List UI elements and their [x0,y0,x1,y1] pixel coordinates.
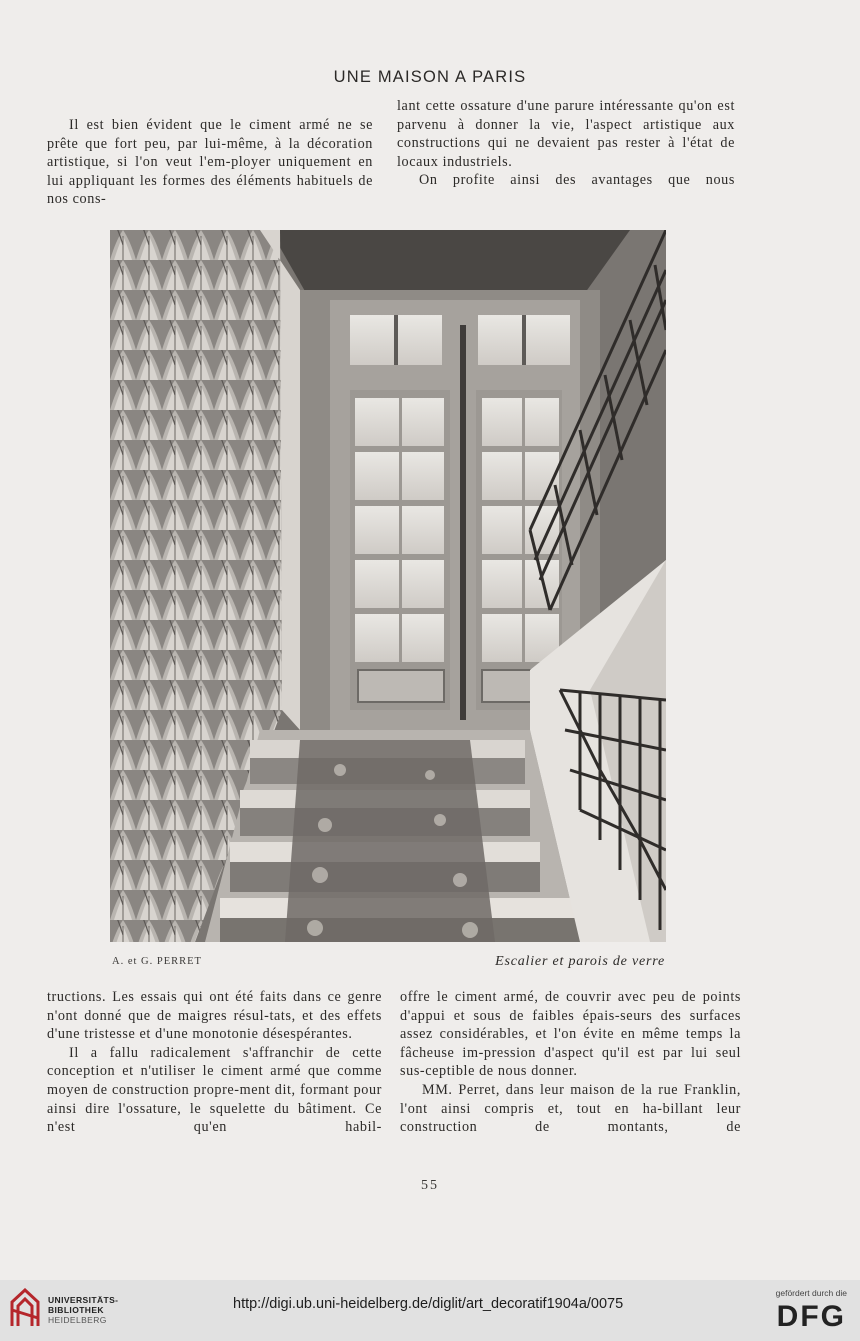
library-name-line: HEIDELBERG [48,1315,107,1325]
funding-label: gefördert durch die [775,1288,847,1298]
photo-credit: A. et G. PERRET [112,956,202,967]
paragraph: Il est bien évident que le ciment armé ne se prête que fort peu, par lui-même, à la décoration artistique, si l'on veut l'em-ployer uniquement en lui appliquant les formes des éléments habituels de nos cons- [47,117,373,208]
running-title: UNE MAISON A PARIS [333,68,527,86]
library-name [48,1295,118,1325]
paragraph: tructions. Les essais qui ont été faits dans ce genre n'ont donné que de maigres résul-tats, et des effets d'une tristesse et d'une monotonie désespérantes. [47,989,382,1043]
text-column-top-right [397,97,735,190]
page-number: 55 [421,1178,439,1193]
dfg-logo: DFG [776,1300,846,1333]
text-column-bottom-left [47,988,382,1137]
staircase-photograph [110,230,666,942]
paragraph: MM. Perret, dans leur maison de la rue Franklin, l'ont ainsi compris et, tout en ha-billant leur construction de montants, de [400,1081,741,1136]
paragraph: lant cette ossature d'une parure intéressante qu'on est parvenu à donner la vie, l'aspect artistique aux constructions qui ne devaient pas rester à l'état de locaux industriels. [397,98,735,170]
photo-caption: Escalier et parois de verre [495,954,665,969]
text-column-bottom-right [400,988,741,1137]
library-name-line: BIBLIOTHEK [48,1305,104,1315]
paragraph: offre le ciment armé, de couvrir avec peu de points d'appui et sous de faibles épais-seurs des surfaces assez considérables, et l'on évite en même temps la fâcheuse im-pression d'aspect qu'il est par lui seul sus-ceptible de nous donner. [400,989,741,1080]
paragraph: Il a fallu radicalement s'affranchir de cette conception et n'utiliser le ciment armé que comme moyen de construction propre-ment dit, formant pour ainsi dire l'ossature, le squelette du bâtiment. Ce n'est qu'en habil- [47,1044,382,1136]
university-library-logo-icon [10,1288,40,1328]
text-column-top-left [47,116,373,209]
library-name-line: UNIVERSITÄTS- [48,1295,119,1305]
permalink-url[interactable]: http://digi.ub.uni-heidelberg.de/diglit/art_decoratif1904a/0075 [233,1296,624,1312]
paragraph: On profite ainsi des avantages que nous [419,172,735,189]
